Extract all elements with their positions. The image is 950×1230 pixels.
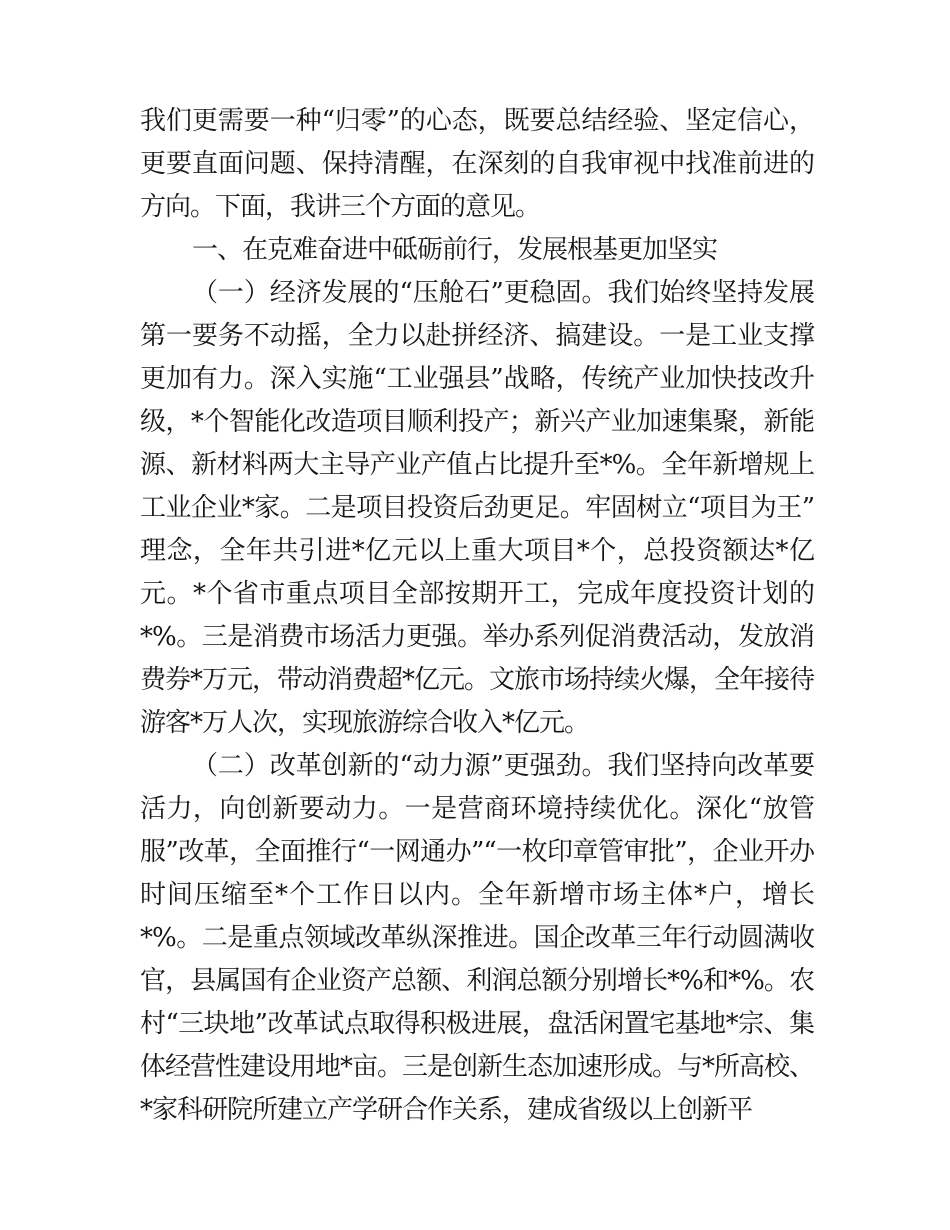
subsection-paragraph-2: （二）改革创新的“动力源”更强劲。我们坚持向改革要活力，向创新要动力。一是营商环境持续优化。深化“放管服”改革，全面推行“一网通办”“一枚印章管审批”，企业开办时间压缩至*个工作日以内。全年新增市场主体*户，增长*%。二是重点领域改革纵深推进。国企改革三年行动圆满收官，县属国有企业资产总额、利润总额分别增长*%和*%。农村“三块地”改革试点取得积极进展，盘活闲置宅基地*宗、集体经营性建设用地*亩。三是创新生态加速形成。与*所高校、*家科研院所建立产学研合作关系，建成省级以上创新平	[140, 751, 815, 1125]
document-text-block	[140, 100, 814, 1132]
section-heading-1: 一、在克难奋进中砥砺前行，发展根基更加坚实	[192, 235, 718, 265]
continuation-paragraph: 我们更需要一种“归零”的心态，既要总结经验、坚定信心，更要直面问题、保持清醒，在深刻的自我审视中找准前进的方向。下面，我讲三个方面的意见。	[140, 106, 814, 222]
subsection-paragraph-1: （一）经济发展的“压舱石”更稳固。我们始终坚持发展第一要务不动摇，全力以赴拼经济、搞建设。一是工业支撑更加有力。深入实施“工业强县”战略，传统产业加快技改升级，*个智能化改造项目顺利投产；新兴产业加速集聚，新能源、新材料两大主导产业产值占比提升至*%。全年新增规上工业企业*家。二是项目投资后劲更足。牢固树立“项目为王”理念，全年共引进*亿元以上重大项目*个，总投资额达*亿元。*个省市重点项目全部按期开工，完成年度投资计划的*%。三是消费市场活力更强。举办系列促消费活动，发放消费券*万元，带动消费超*亿元。文旅市场持续火爆，全年接待游客*万人次，实现旅游综合收入*亿元。	[140, 278, 815, 738]
